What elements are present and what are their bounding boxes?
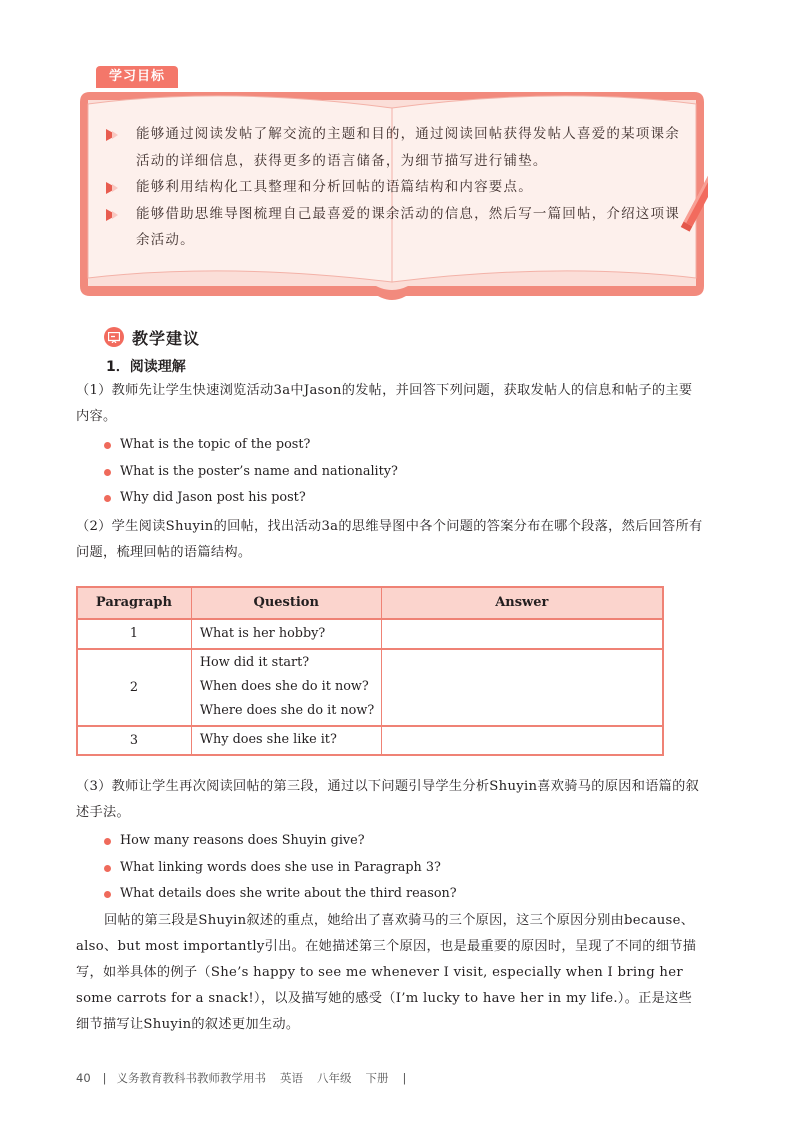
paragraph-question-table [76, 586, 663, 755]
cell-paragraph: 2 [77, 649, 192, 726]
page-number: 40 [76, 1071, 91, 1085]
goal-item: 能够利用结构化工具整理和分析回帖的语篇结构和内容要点。 [106, 174, 681, 201]
list-item: What is the poster’s name and nationality? [104, 459, 398, 486]
list-item: Why did Jason post his post? [104, 485, 398, 512]
question-list-3 [104, 828, 457, 908]
header-question: Question [191, 587, 381, 619]
book-title: 义务教育教科书教师教学用书 [116, 1071, 267, 1085]
cell-answer [381, 726, 662, 755]
cell-answer [381, 649, 662, 726]
cell-question: How did it start? When does she do it now? Where does she do it now? [191, 649, 381, 726]
list-item: What details does she write about the third reason? [104, 881, 457, 908]
list-item: What linking words does she use in Paragraph 3? [104, 855, 457, 882]
subsection-title: 1．阅读理解 [106, 359, 186, 375]
table-header-row [77, 587, 663, 619]
cell-paragraph: 1 [77, 619, 192, 649]
bullet-dot-icon [104, 838, 111, 845]
chalkboard-icon [104, 327, 124, 347]
triangle-bullet-icon [106, 129, 117, 141]
goal-item: 能够借助思维导图梳理自己最喜爱的课余活动的信息，然后写一篇回帖，介绍这项课余活动。 [106, 201, 681, 254]
bullet-dot-icon [104, 891, 111, 898]
goals-tab-label: 学习目标 [96, 66, 178, 88]
section-heading [104, 326, 200, 348]
bullet-dot-icon [104, 495, 111, 502]
paragraph-2: （2）学生阅读Shuyin的回帖，找出活动3a的思维导图中各个问题的答案分布在哪个段落，然后回答所有问题，梳理回帖的语篇结构。 [76, 519, 703, 560]
page-footer [76, 1070, 416, 1086]
list-item: What is the topic of the post? [104, 432, 398, 459]
table-row [77, 619, 663, 649]
cell-question: What is her hobby? [191, 619, 381, 649]
cell-question: Why does she like it? [191, 726, 381, 755]
volume: 下册 [365, 1071, 389, 1085]
bullet-dot-icon [104, 865, 111, 872]
goal-item: 能够通过阅读发帖了解交流的主题和目的，通过阅读回帖获得发帖人喜爱的某项课余活动的详细信息，获得更多的语言储备，为细节描写进行铺垫。 [106, 121, 681, 174]
triangle-bullet-icon [106, 209, 117, 221]
header-paragraph: Paragraph [77, 587, 192, 619]
divider: | [102, 1071, 107, 1085]
learning-goals-box [76, 64, 708, 310]
grade: 八年级 [317, 1071, 352, 1085]
table-row [77, 726, 663, 755]
goals-list [106, 121, 681, 254]
paragraph-1: （1）教师先让学生快速浏览活动3a中Jason的发帖，并回答下列问题，获取发帖人的信息和帖子的主要内容。 [76, 383, 693, 424]
paragraph-3: （3）教师让学生再次阅读回帖的第三段，通过以下问题引导学生分析Shuyin喜欢骑马的原因和语篇的叙述手法。 [76, 779, 700, 820]
question-list-1 [104, 432, 398, 512]
list-item: How many reasons does Shuyin give? [104, 828, 457, 855]
bullet-dot-icon [104, 442, 111, 449]
table-row [77, 649, 663, 726]
triangle-bullet-icon [106, 182, 117, 194]
subject: 英语 [280, 1071, 304, 1085]
divider: | [402, 1071, 407, 1085]
paragraph-4: 回帖的第三段是Shuyin叙述的重点，她给出了喜欢骑马的三个原因，这三个原因分别由because、also、but most importantly引出。在她描述第三个原因，也是最重要的原因时，呈现了不同的细节描写，如举具体的例子（She’s happy to see me whenever I visit, especially when I bring her some carrots for a snack!），以及描写她的感受（I’m lucky to have her in my life.）。正是这些细节描写让Shuyin的叙述更加生动。 [76, 913, 697, 1032]
cell-answer [381, 619, 662, 649]
cell-paragraph: 3 [77, 726, 192, 755]
bullet-dot-icon [104, 469, 111, 476]
section-title: 教学建议 [132, 328, 201, 348]
header-answer: Answer [381, 587, 662, 619]
